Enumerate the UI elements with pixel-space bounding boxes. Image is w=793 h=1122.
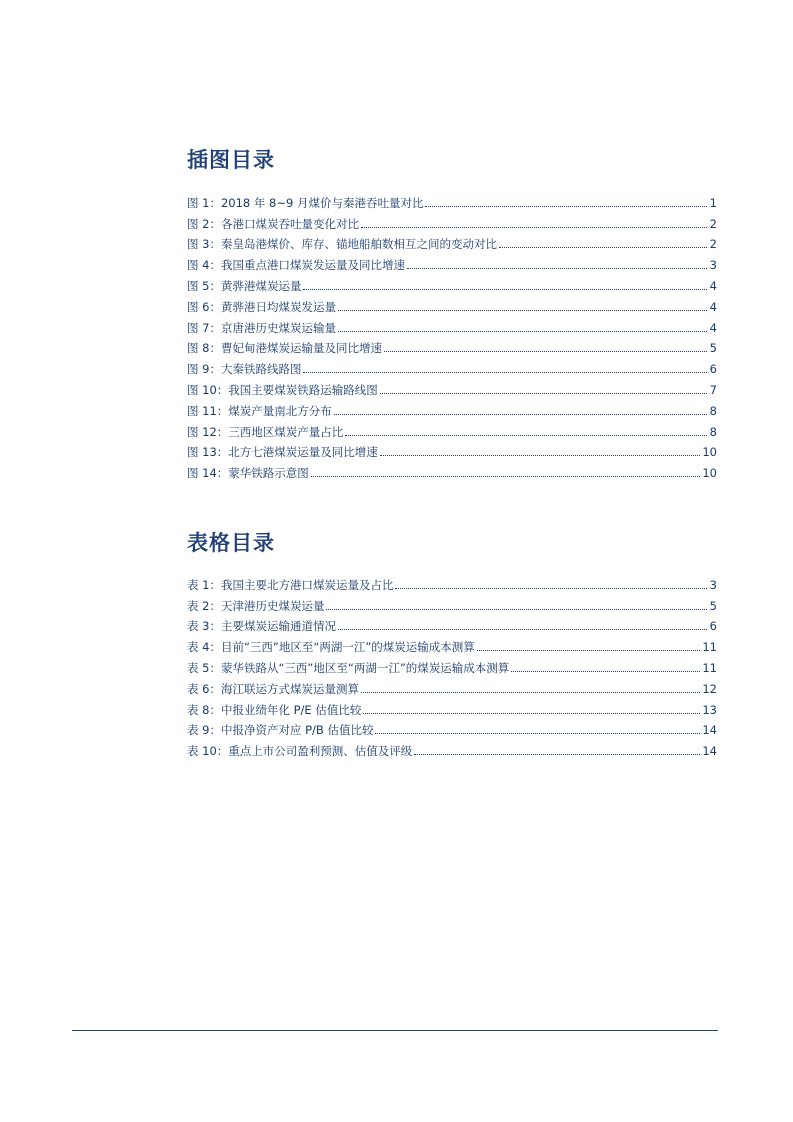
figure-entry-label: 图 5：黄骅港煤炭运量 (187, 278, 302, 293)
dot-leader (375, 732, 700, 734)
dot-leader (338, 309, 707, 311)
table-entry[interactable] (187, 654, 717, 675)
table-list-title: 表格目录 (187, 531, 275, 555)
figure-entry-page-number: 3 (709, 258, 717, 273)
table-entry-page-number: 11 (702, 640, 717, 655)
table-entry[interactable] (187, 696, 717, 717)
dot-leader (361, 226, 707, 228)
dot-leader (384, 350, 707, 352)
figure-entry-label: 图 10：我国主要煤炭铁路运输路线图 (187, 382, 378, 397)
table-entry-label: 表 5：蒙华铁路从“三西”地区至“两湖一江”的煤炭运输成本测算 (187, 660, 510, 675)
figure-entry[interactable] (187, 376, 717, 397)
figure-entry[interactable] (187, 251, 717, 272)
table-entry[interactable] (187, 571, 717, 592)
dot-leader (395, 587, 707, 589)
dot-leader (380, 454, 701, 456)
table-entry-label: 表 9：中报净资产对应 P/B 估值比较 (187, 723, 374, 738)
dot-leader (334, 413, 707, 415)
figure-entry-label: 图 4：我国重点港口煤炭发运量及同比增速 (187, 258, 405, 273)
dot-leader (326, 608, 707, 610)
table-entry-label: 表 6：海江联运方式煤炭运量测算 (187, 681, 359, 696)
dot-leader (499, 246, 707, 248)
figure-list (187, 189, 717, 480)
table-entry-label: 表 10：重点上市公司盈利预测、估值及评级 (187, 744, 413, 759)
figure-entry-label: 图 9：大秦铁路线路图 (187, 362, 302, 377)
dot-leader (425, 205, 707, 207)
dot-leader (338, 628, 707, 630)
table-entry-label: 表 8：中报业绩年化 P/E 估值比较 (187, 702, 362, 717)
table-entry[interactable] (187, 633, 717, 654)
figure-entry[interactable] (187, 397, 717, 418)
figure-entry[interactable] (187, 293, 717, 314)
figure-entry-page-number: 4 (709, 278, 717, 293)
footer-divider (72, 1030, 718, 1031)
figure-entry[interactable] (187, 231, 717, 252)
dot-leader (511, 670, 700, 672)
dot-leader (311, 475, 701, 477)
figure-entry[interactable] (187, 459, 717, 480)
figure-entry-page-number: 1 (709, 195, 717, 210)
figure-entry-page-number: 8 (709, 403, 717, 418)
figure-entry-label: 图 2：各港口煤炭吞吐量变化对比 (187, 216, 359, 231)
figure-entry-page-number: 4 (709, 299, 717, 314)
table-entry-page-number: 14 (702, 723, 717, 738)
figure-entry[interactable] (187, 335, 717, 356)
table-entry-page-number: 12 (702, 681, 717, 696)
figure-entry-label: 图 12：三西地区煤炭产量占比 (187, 424, 344, 439)
dot-leader (363, 712, 700, 714)
figure-entry[interactable] (187, 272, 717, 293)
figure-entry-label: 图 7：京唐港历史煤炭运输量 (187, 320, 336, 335)
figure-entry-label: 图 3：秦皇岛港煤价、库存、锚地船舶数相互之间的变动对比 (187, 237, 497, 252)
figure-entry-page-number: 5 (709, 341, 717, 356)
figure-entry-page-number: 2 (709, 216, 717, 231)
dot-leader (380, 392, 707, 394)
figure-entry-page-number: 7 (709, 382, 717, 397)
figure-entry-label: 图 11：煤炭产量南北方分布 (187, 403, 332, 418)
table-entry-label: 表 4：目前“三西”地区至“两湖一江”的煤炭运输成本测算 (187, 640, 475, 655)
figure-list-title: 插图目录 (187, 148, 275, 172)
figure-entry-page-number: 2 (709, 237, 717, 252)
figure-entry[interactable] (187, 189, 717, 210)
figure-entry[interactable] (187, 355, 717, 376)
figure-entry-label: 图 13：北方七港煤炭运量及同比增速 (187, 445, 378, 460)
figure-entry-page-number: 8 (709, 424, 717, 439)
table-entry[interactable] (187, 717, 717, 738)
dot-leader (345, 434, 707, 436)
figure-entry-label: 图 1：2018 年 8~9 月煤价与秦港吞吐量对比 (187, 195, 424, 210)
table-entry-label: 表 3：主要煤炭运输通道情况 (187, 619, 336, 634)
table-entry-page-number: 6 (709, 619, 717, 634)
figure-entry[interactable] (187, 314, 717, 335)
figure-entry-label: 图 6：黄骅港日均煤炭发运量 (187, 299, 336, 314)
table-entry-label: 表 2：天津港历史煤炭运量 (187, 598, 325, 613)
table-list (187, 571, 717, 758)
table-entry[interactable] (187, 592, 717, 613)
dot-leader (477, 649, 701, 651)
table-entry[interactable] (187, 675, 717, 696)
dot-leader (303, 288, 707, 290)
figure-entry[interactable] (187, 418, 717, 439)
table-entry-page-number: 14 (702, 744, 717, 759)
table-entry[interactable] (187, 737, 717, 758)
dot-leader (407, 267, 707, 269)
figure-entry[interactable] (187, 439, 717, 460)
table-entry-page-number: 13 (702, 702, 717, 717)
figure-entry-page-number: 6 (709, 362, 717, 377)
table-entry-page-number: 5 (709, 598, 717, 613)
figure-entry[interactable] (187, 210, 717, 231)
table-entry[interactable] (187, 613, 717, 634)
table-entry-page-number: 11 (702, 660, 717, 675)
figure-entry-label: 图 14：蒙华铁路示意图 (187, 466, 309, 481)
figure-entry-page-number: 4 (709, 320, 717, 335)
dot-leader (303, 371, 707, 373)
dot-leader (414, 753, 700, 755)
figure-entry-label: 图 8：曹妃甸港煤炭运输量及同比增速 (187, 341, 382, 356)
figure-entry-page-number: 10 (702, 445, 717, 460)
dot-leader (338, 330, 707, 332)
figure-entry-page-number: 10 (702, 466, 717, 481)
table-entry-label: 表 1：我国主要北方港口煤炭运量及占比 (187, 577, 394, 592)
dot-leader (361, 691, 700, 693)
table-entry-page-number: 3 (709, 577, 717, 592)
